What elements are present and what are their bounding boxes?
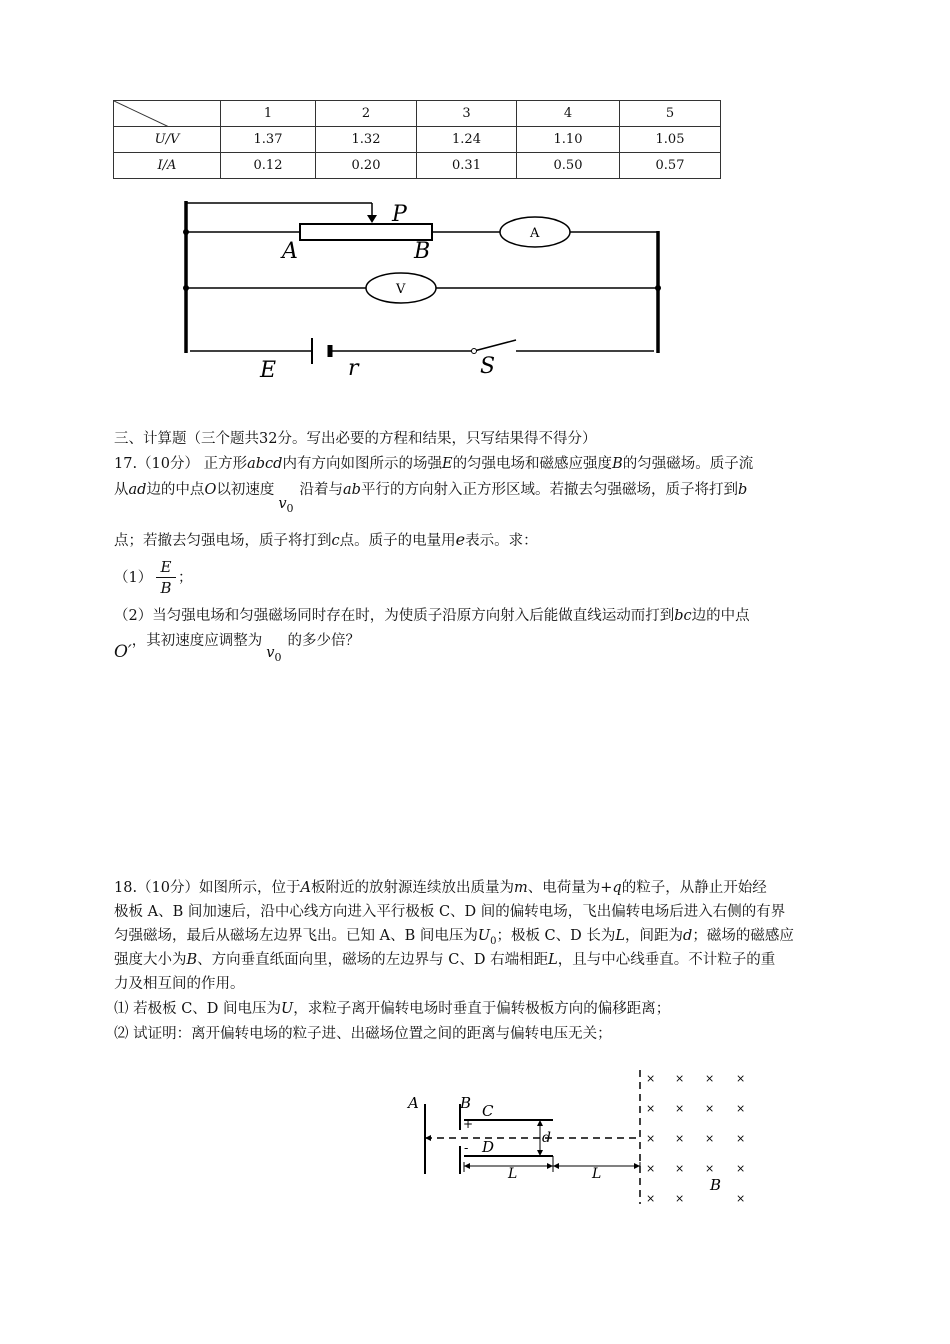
table-cell: 1.05 xyxy=(620,127,721,153)
field-cross: × xyxy=(646,1132,656,1145)
field-cross: × xyxy=(646,1102,656,1115)
section-heading: 三、计算题（三个题共32分。写出必要的方程和结果，只写结果得不得分） xyxy=(114,431,597,447)
fraction-bar xyxy=(156,577,176,578)
label-a-end: A xyxy=(282,239,298,264)
table-header: 1 xyxy=(221,101,316,127)
q18-line4: 强度大小为B、方向垂直纸面向里，磁场的左边界与 C、D 右端相距L，且与中心线垂直。不计粒子的重 xyxy=(114,952,776,968)
label-s: S xyxy=(480,354,496,379)
q18-part2: ⑵ 试证明：离开偏转电场的粒子进、出磁场位置之间的距离与偏转电压无关； xyxy=(114,1026,612,1042)
circuit-diagram xyxy=(170,195,680,385)
q17-line2: 从ad边的中点O以初速度$v_0$沿着与ab平行的方向射入正方形区域。若撤去匀强磁场，质子将打到b xyxy=(114,482,748,515)
table-cell: 0.57 xyxy=(620,153,721,179)
length-l2-label: L xyxy=(592,1166,602,1182)
q18-line1: 18.（10分）如图所示，位于A板附近的放射源连续放出质量为m、电荷量为+q的粒子，从静止开始经 xyxy=(114,880,767,896)
field-cross: × xyxy=(705,1162,715,1175)
table-cell: 0.31 xyxy=(417,153,517,179)
field-cross: × xyxy=(675,1132,685,1145)
q17-part2-line1: （2）当匀强电场和匀强磁场同时存在时，为使质子沿原方向射入后能做直线运动而打到bc边的中点 xyxy=(114,608,750,624)
table-header: 4 xyxy=(517,101,620,127)
voltmeter-label: V xyxy=(396,282,406,297)
diagonal-line xyxy=(114,101,220,126)
plate-c-label: C xyxy=(482,1102,494,1120)
q18-line3: 匀强磁场，最后从磁场左边界飞出。已知 A、B 间电压为$U_0$；极板 C、D 长为L，间距为d；磁场的磁感应 xyxy=(114,928,794,947)
magnetic-field-label: B xyxy=(710,1176,722,1194)
table-cell: 1.32 xyxy=(316,127,417,153)
table-corner-cell xyxy=(114,101,221,127)
table-header: 5 xyxy=(620,101,721,127)
fraction-e-over-b xyxy=(156,558,176,597)
field-cross: × xyxy=(675,1162,685,1175)
length-l1-label: L xyxy=(508,1166,518,1182)
table-cell: 1.24 xyxy=(417,127,517,153)
gap-d-label: d xyxy=(542,1130,551,1146)
q17-part2-line2: O′，其初速度应调整为$v_0$的多少倍？ xyxy=(114,633,360,664)
q17-part1-label: （1） xyxy=(114,570,153,586)
field-cross: × xyxy=(705,1072,715,1085)
field-cross: × xyxy=(736,1072,746,1085)
table-cell: 0.20 xyxy=(316,153,417,179)
slider-arrow xyxy=(367,215,377,223)
table-cell: 1.10 xyxy=(517,127,620,153)
q18-line5: 力及相互间的作用。 xyxy=(114,976,245,992)
plate-b-label: B xyxy=(460,1094,472,1112)
field-cross: × xyxy=(675,1102,685,1115)
fraction-denominator: B xyxy=(160,579,172,597)
table-cell: 1.37 xyxy=(221,127,316,153)
field-cross: × xyxy=(646,1072,656,1085)
field-crosses xyxy=(646,1072,745,1205)
table-cell: 0.50 xyxy=(517,153,620,179)
field-cross: × xyxy=(705,1102,715,1115)
field-cross: × xyxy=(736,1132,746,1145)
field-cross: × xyxy=(646,1162,656,1175)
field-cross: × xyxy=(675,1072,685,1085)
field-cross: × xyxy=(736,1162,746,1175)
label-e: E xyxy=(260,358,277,383)
ammeter-label: A xyxy=(530,226,540,241)
q18-part1: ⑴ 若极板 C、D 间电压为U，求粒子离开偏转电场时垂直于偏转极板方向的偏移距离； xyxy=(114,1001,671,1017)
plus-sign: + xyxy=(463,1117,474,1131)
row-label-i: I/A xyxy=(114,153,221,179)
field-cross: × xyxy=(675,1192,685,1205)
table-header: 3 xyxy=(417,101,517,127)
table-header: 2 xyxy=(316,101,417,127)
field-cross: × xyxy=(736,1192,746,1205)
table-cell: 0.12 xyxy=(221,153,316,179)
minus-sign: - xyxy=(464,1141,469,1156)
q17-line1: 17.（10分） 正方形abcd内有方向如图所示的场强E的匀强电场和磁感应强度B的匀强磁场。质子流 xyxy=(114,456,754,472)
field-cross: × xyxy=(646,1192,656,1205)
label-r: r xyxy=(348,356,359,381)
q17-part1-end: ； xyxy=(178,570,193,586)
fraction-numerator: E xyxy=(160,558,172,576)
q18-line2: 极板 A、B 间加速后，沿中心线方向进入平行极板 C、D 间的偏转电场，飞出偏转电场后进入右侧的有界 xyxy=(114,904,786,920)
data-table xyxy=(113,100,721,179)
deflection-figure xyxy=(400,1066,760,1216)
plate-d-label: D xyxy=(482,1138,495,1156)
label-b-end: B xyxy=(414,239,431,264)
field-cross: × xyxy=(705,1132,715,1145)
plate-a-label: A xyxy=(408,1094,419,1112)
field-cross: × xyxy=(736,1102,746,1115)
q17-line3: 点；若撤去匀强电场，质子将打到c点。质子的电量用e表示。求： xyxy=(114,530,538,549)
label-p: P xyxy=(392,202,407,227)
row-label-u: U/V xyxy=(114,127,221,153)
